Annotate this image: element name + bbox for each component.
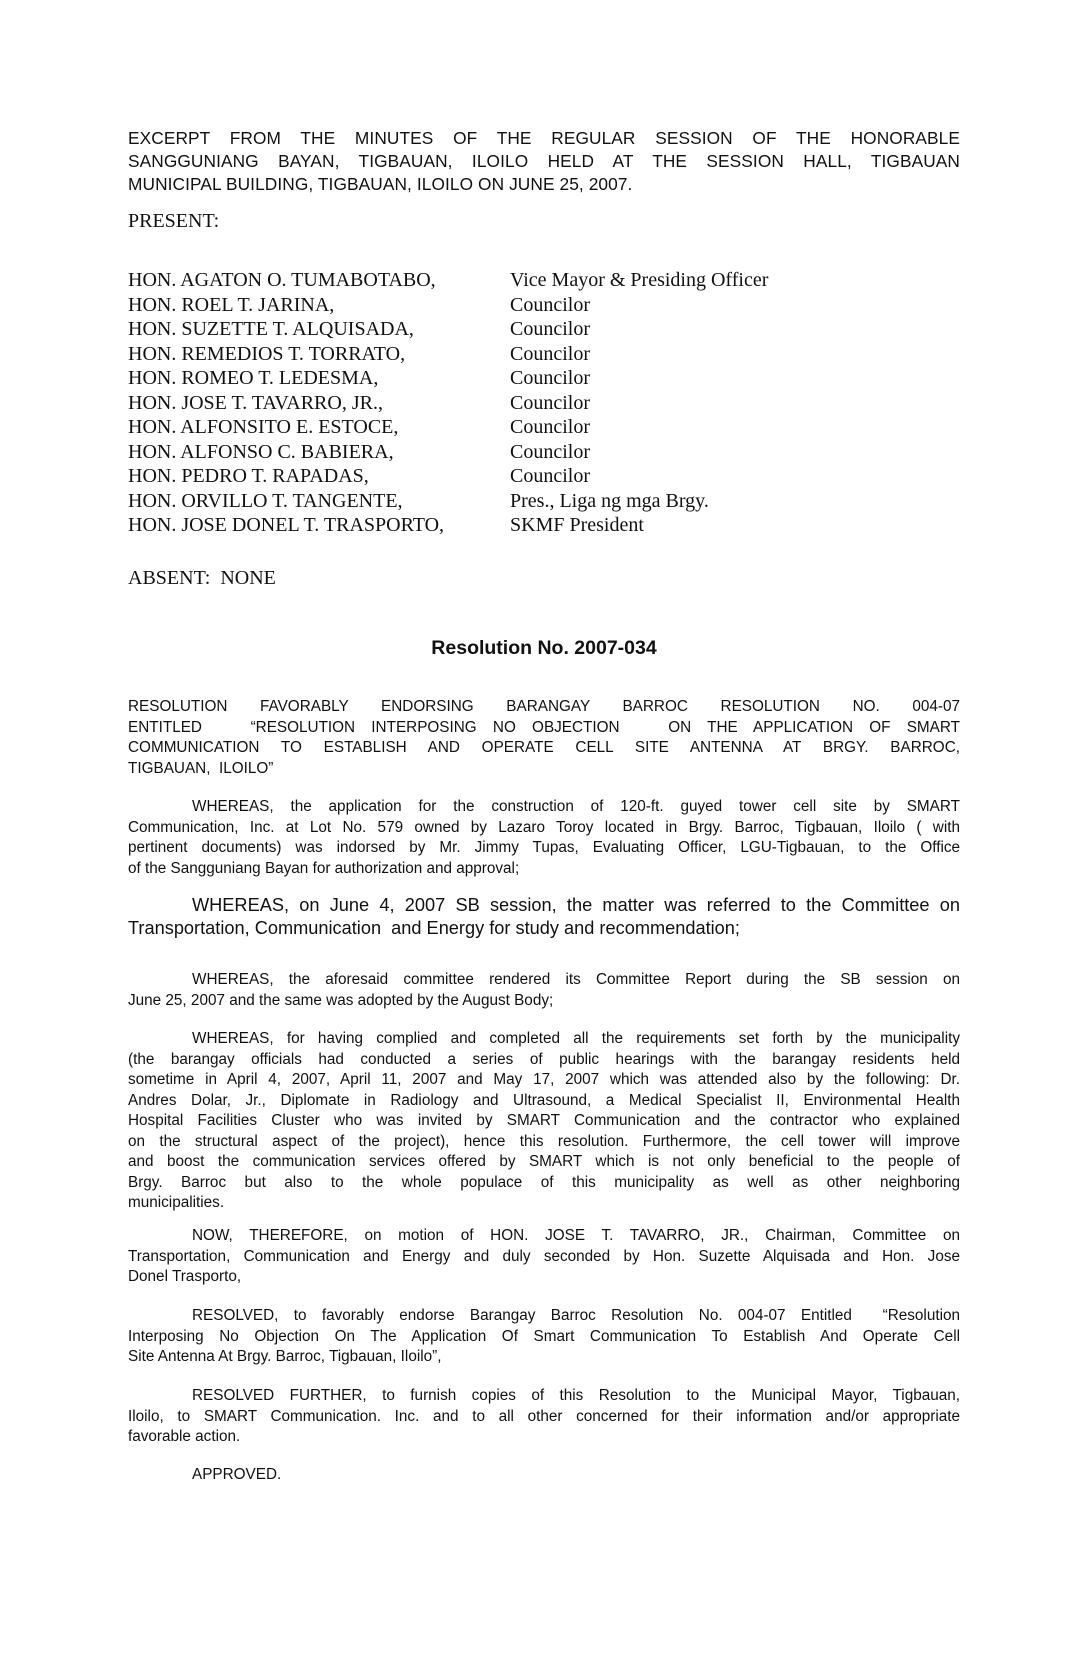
attendee-row [128, 391, 828, 416]
attendee-role: Councilor [510, 440, 590, 463]
whereas-paragraph-1 [128, 797, 960, 879]
paragraph-line: favorable action. [128, 1428, 241, 1445]
subject-line: ENTITLED “RESOLUTION INTERPOSING NO OBJECTION ON THE APPLICATION OF SMART [128, 718, 960, 736]
paragraph-line: RESOLVED, to favorably endorse Barangay Barroc Resolution No. 004-07 Entitled “Resolution [192, 1307, 960, 1324]
approved-label: APPROVED. [192, 1466, 282, 1483]
paragraph-line: Brgy. Barroc but also to the whole populace of this municipality as well as other neighboring [128, 1173, 960, 1191]
attendee-role: Councilor [510, 391, 590, 414]
attendee-role: Councilor [510, 342, 590, 365]
attendee-name: HON. PEDRO T. RAPADAS, [128, 465, 369, 487]
attendee-row [128, 464, 828, 489]
whereas-paragraph-2 [128, 894, 960, 940]
header-line: EXCERPT FROM THE MINUTES OF THE REGULAR SESSION OF THE HONORABLE [128, 128, 960, 148]
paragraph-line: and boost the communication services offered by SMART which is not only beneficial to the people of [128, 1153, 960, 1170]
attendee-name: HON. ROEL T. JARINA, [128, 293, 335, 316]
paragraph-line: RESOLVED FURTHER, to furnish copies of this Resolution to the Municipal Mayor, Tigbauan, [192, 1387, 960, 1404]
attendee-row [128, 268, 828, 293]
paragraph-line: WHEREAS, the aforesaid committee rendered its Committee Report during the SB session on [192, 971, 960, 988]
attendee-row [128, 366, 828, 391]
paragraph-line: on the structural aspect of the project), hence this resolution. Furthermore, the cell tower will improve [128, 1132, 960, 1150]
paragraph-line: Transportation, Communication and Energy for study and recommendation; [128, 918, 740, 938]
paragraph-line: Site Antenna At Brgy. Barroc, Tigbauan, Iloilo”, [128, 1348, 442, 1365]
paragraph-line: NOW, THEREFORE, on motion of HON. JOSE T. TAVARRO, JR., Chairman, Committee on [192, 1227, 960, 1244]
attendee-name: HON. AGATON O. TUMABOTABO, [128, 269, 436, 291]
attendance-list [128, 268, 828, 538]
paragraph-line: Transportation, Communication and Energy and duly seconded by Hon. Suzette Alquisada and Hon. Jose [128, 1247, 960, 1265]
subject-line: TIGBAUAN, ILOILO” [128, 759, 274, 777]
paragraph-line: Interposing No Objection On The Application Of Smart Communication To Establish And Operate Cell [128, 1327, 960, 1345]
attendee-row [128, 489, 828, 514]
attendee-row [128, 293, 828, 318]
attendee-name: HON. ALFONSITO E. ESTOCE, [128, 416, 399, 438]
attendee-row [128, 317, 828, 342]
attendee-role: Councilor [510, 318, 590, 340]
attendee-name: HON. ORVILLO T. TANGENTE, [128, 489, 403, 512]
whereas-paragraph-4 [128, 1029, 960, 1214]
paragraph-line: sometime in April 4, 2007, April 11, 2007 and May 17, 2007 which was attended also by the following: Dr. [128, 1071, 960, 1088]
attendee-name: HON. REMEDIOS T. TORRATO, [128, 342, 406, 365]
present-label: PRESENT: [128, 210, 220, 232]
paragraph-line: WHEREAS, on June 4, 2007 SB session, the matter was referred to the Committee on [192, 895, 960, 915]
attendee-role: Pres., Liga ng mga Brgy. [510, 489, 709, 512]
subject-line: COMMUNICATION TO ESTABLISH AND OPERATE CELL SITE ANTENNA AT BRGY. BARROC, [128, 739, 960, 756]
attendee-name: HON. SUZETTE T. ALQUISADA, [128, 318, 414, 340]
absent-label: ABSENT: NONE [128, 567, 276, 589]
paragraph-line: WHEREAS, for having complied and completed all the requirements set forth by the municipality [192, 1030, 960, 1047]
paragraph-line: Hospital Facilities Cluster who was invited by SMART Communication and the contractor who explained [128, 1112, 960, 1129]
header-line: MUNICIPAL BUILDING, TIGBAUAN, ILOILO ON JUNE 25, 2007. [128, 174, 633, 194]
attendee-role: Councilor [510, 293, 590, 316]
minutes-header [128, 127, 960, 196]
resolution-title: Resolution No. 2007-034 [431, 637, 657, 659]
paragraph-line: of the Sangguniang Bayan for authorization and approval; [128, 859, 520, 877]
attendee-row [128, 415, 828, 440]
attendee-name: HON. JOSE T. TAVARRO, JR., [128, 391, 383, 414]
attendee-row [128, 342, 828, 367]
paragraph-line: municipalities. [128, 1194, 225, 1211]
paragraph-line: (the barangay officials had conducted a series of public hearings with the barangay residents held [128, 1050, 960, 1068]
attendee-row [128, 440, 828, 465]
now-therefore-paragraph [128, 1226, 960, 1288]
attendee-role: SKMF President [510, 514, 644, 536]
subject-line: RESOLUTION FAVORABLY ENDORSING BARANGAY BARROC RESOLUTION NO. 004-07 [128, 698, 960, 715]
paragraph-line: WHEREAS, the application for the construction of 120-ft. guyed tower cell site by SMART [192, 798, 960, 815]
resolution-subject [128, 697, 960, 779]
attendee-role: Councilor [510, 367, 590, 389]
paragraph-line: June 25, 2007 and the same was adopted by the August Body; [128, 991, 554, 1009]
paragraph-line: Iloilo, to SMART Communication. Inc. and to all other concerned for their information and/or appropriate [128, 1407, 960, 1425]
attendee-role: Vice Mayor & Presiding Officer [510, 269, 769, 291]
paragraph-line: Andres Dolar, Jr., Diplomate in Radiology and Ultrasound, a Medical Specialist II, Environmental Health [128, 1091, 960, 1109]
header-line: SANGGUNIANG BAYAN, TIGBAUAN, ILOILO HELD AT THE SESSION HALL, TIGBAUAN [128, 151, 960, 171]
paragraph-line: Communication, Inc. at Lot No. 579 owned by Lazaro Toroy located in Brgy. Barroc, Tigbauan, Iloilo ( with [128, 818, 960, 836]
resolved-further-paragraph [128, 1386, 960, 1448]
approved-paragraph [128, 1465, 960, 1486]
resolved-paragraph [128, 1306, 960, 1368]
attendee-role: Councilor [510, 416, 590, 438]
attendee-row [128, 513, 828, 538]
paragraph-line: Donel Trasporto, [128, 1268, 242, 1285]
whereas-paragraph-3 [128, 970, 960, 1011]
attendee-name: HON. ROMEO T. LEDESMA, [128, 367, 379, 389]
attendee-role: Councilor [510, 465, 590, 487]
attendee-name: HON. ALFONSO C. BABIERA, [128, 440, 394, 463]
paragraph-line: pertinent documents) was indorsed by Mr. Jimmy Tupas, Evaluating Officer, LGU-Tigbauan, to the Office [128, 839, 960, 856]
attendee-name: HON. JOSE DONEL T. TRASPORTO, [128, 514, 445, 536]
